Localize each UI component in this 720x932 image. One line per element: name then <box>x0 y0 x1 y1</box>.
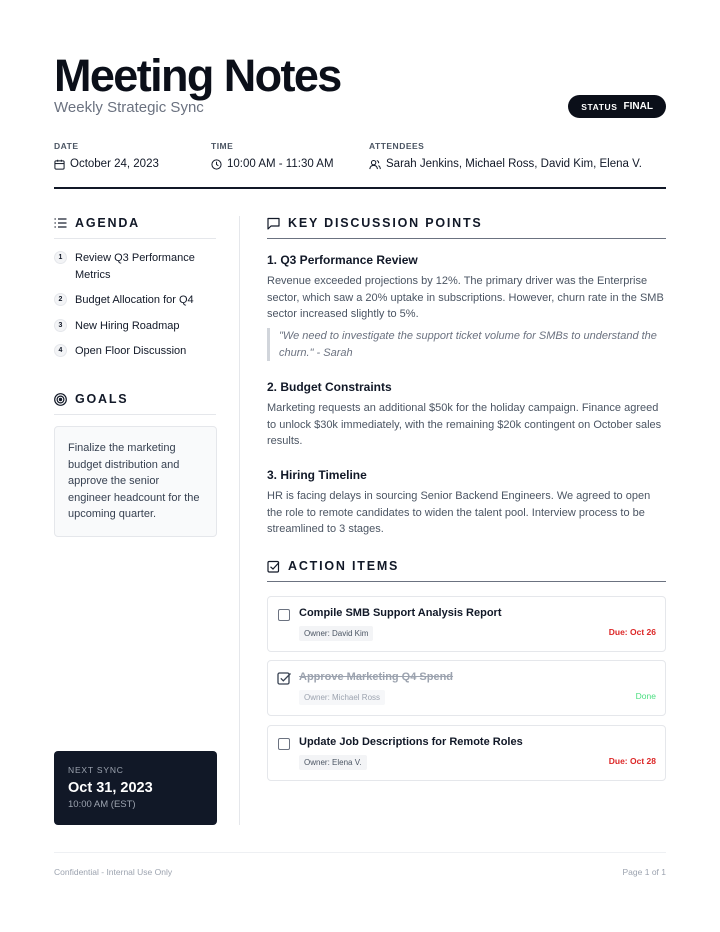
discussion-point-body: HR is facing delays in sourcing Senior Backend Engineers. We agreed to open the role to remote candidates to widen the talent pool. Interview process to be streamlined to 3 stages. <box>267 490 651 535</box>
list-item <box>54 318 216 335</box>
discussion-point-1 <box>267 253 666 323</box>
goals-box: Finalize the marketing budget distribution and approve the senior engineer headcount for the upcoming quarter. <box>54 426 217 537</box>
actions-divider <box>267 581 666 582</box>
action-item[interactable] <box>267 660 666 716</box>
meta-attendees <box>369 141 642 170</box>
list-item <box>54 343 216 360</box>
date-label: DATE <box>54 141 79 151</box>
agenda-number: 4 <box>54 344 67 357</box>
agenda-number: 2 <box>54 293 67 306</box>
agenda-item-label: New Hiring Roadmap <box>75 319 180 332</box>
agenda-item-label: Open Floor Discussion <box>75 345 187 357</box>
agenda-number: 1 <box>54 251 67 264</box>
due-date: Due: Oct 26 <box>608 627 656 637</box>
goals-heading-text: GOALS <box>75 392 129 406</box>
next-sync-date: Oct 31, 2023 <box>68 780 153 796</box>
goals-divider <box>54 414 216 415</box>
action-title: Compile SMB Support Analysis Report <box>299 607 502 619</box>
list-item <box>54 250 216 283</box>
meeting-notes-page <box>54 0 666 932</box>
clock-icon <box>211 159 222 170</box>
due-date: Due: Oct 28 <box>608 756 656 766</box>
attendees-label: ATTENDEES <box>369 141 425 151</box>
next-sync-time: 10:00 AM (EST) <box>68 799 136 810</box>
action-checkbox[interactable] <box>278 609 290 621</box>
owner-chip: Owner: David Kim <box>299 626 373 641</box>
time-label: TIME <box>211 141 234 151</box>
goals-heading <box>54 392 128 406</box>
done-status: Done <box>635 691 656 701</box>
agenda-item-label: Review Q3 Performance Metrics <box>75 252 195 281</box>
date-value: October 24, 2023 <box>70 158 159 170</box>
footer-divider <box>54 852 666 853</box>
action-item[interactable] <box>267 725 666 781</box>
discussion-point-body: Marketing requests an additional $50k for the holiday campaign. Finance agreed to unlock $30k immediately, with the remaining $20k contingent on October sales results. <box>267 402 662 447</box>
discussion-quote: "We need to investigate the support ticket volume for SMBs to understand the churn." - Sarah <box>267 328 666 361</box>
footer-confidential: Confidential - Internal Use Only <box>54 867 173 877</box>
attendees-value: Sarah Jenkins, Michael Ross, David Kim, Elena V. <box>386 158 642 170</box>
discussion-point-title: 2. Budget Constraints <box>267 380 392 394</box>
checkbox-icon <box>267 560 280 573</box>
message-icon <box>267 217 280 230</box>
agenda-item-label: Budget Allocation for Q4 <box>75 294 194 306</box>
actions-heading-text: ACTION ITEMS <box>288 559 400 573</box>
header-divider <box>54 187 666 189</box>
discussion-heading <box>267 216 483 230</box>
action-title: Approve Marketing Q4 Spend <box>299 671 454 683</box>
status-label: STATUS <box>581 101 618 112</box>
agenda-heading <box>54 216 140 230</box>
owner-chip: Owner: Elena V. <box>299 755 367 770</box>
owner-chip: Owner: Michael Ross <box>299 690 385 705</box>
action-item[interactable] <box>267 596 666 652</box>
agenda-heading-text: AGENDA <box>75 216 140 230</box>
agenda-list <box>54 250 216 369</box>
discussion-heading-text: KEY DISCUSSION POINTS <box>288 216 483 230</box>
users-icon <box>369 159 381 170</box>
page-subtitle: Weekly Strategic Sync <box>54 99 204 116</box>
list-item <box>54 292 216 309</box>
calendar-icon <box>54 159 65 170</box>
status-badge <box>568 95 666 118</box>
agenda-divider <box>54 238 216 239</box>
action-checkbox[interactable] <box>278 738 290 750</box>
next-sync-label: NEXT SYNC <box>68 765 124 775</box>
discussion-point-title: 1. Q3 Performance Review <box>267 253 418 267</box>
discussion-point-3 <box>267 468 666 538</box>
discussion-point-body: Revenue exceeded projections by 12%. The primary driver was the Enterprise sector, which saw a 20% uptake in subscriptions. However, churn rate in the SMB sector increased slightly to 5%. <box>267 275 664 320</box>
actions-heading <box>267 559 399 573</box>
list-icon <box>54 217 67 229</box>
page-number: Page 1 of 1 <box>622 867 666 877</box>
meta-date <box>54 141 159 170</box>
time-value: 10:00 AM - 11:30 AM <box>227 158 334 170</box>
discussion-point-title: 3. Hiring Timeline <box>267 468 367 482</box>
page-title: Meeting Notes <box>54 50 341 101</box>
action-title: Update Job Descriptions for Remote Roles <box>299 736 523 748</box>
meta-time <box>211 141 334 170</box>
discussion-point-2 <box>267 380 666 450</box>
column-divider <box>239 216 240 825</box>
status-value: FINAL <box>623 101 653 112</box>
next-sync-card <box>54 751 217 825</box>
discussion-divider <box>267 238 666 239</box>
target-icon <box>54 393 67 406</box>
checked-checkbox-icon[interactable] <box>277 671 292 686</box>
agenda-number: 3 <box>54 319 67 332</box>
